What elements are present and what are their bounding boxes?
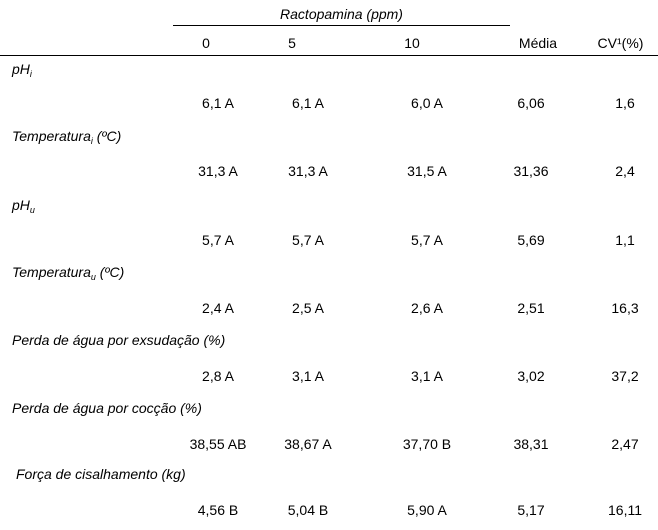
table-cell: 37,2	[611, 368, 639, 384]
row-label-subscript: u	[90, 272, 96, 282]
table-cell: 1,1	[615, 232, 635, 248]
table-cell: 5,7 A	[411, 232, 443, 248]
row-label	[12, 332, 225, 348]
row-label	[12, 197, 35, 213]
table-cell: 6,1 A	[202, 95, 234, 111]
table-cell: 2,51	[517, 300, 545, 316]
header-rule	[0, 55, 658, 56]
table-cell: 5,90 A	[407, 502, 447, 518]
row-label-text: Perda de água por cocção (%)	[12, 400, 202, 416]
group-rule	[173, 25, 510, 26]
row-label	[12, 61, 32, 77]
table-cell: 31,3 A	[198, 163, 238, 179]
column-header-0: 0	[202, 35, 210, 51]
table-cell: 5,69	[517, 232, 545, 248]
table-cell: 31,36	[513, 163, 549, 179]
table-cell: 3,1 A	[292, 368, 324, 384]
table-cell: 2,6 A	[411, 300, 443, 316]
row-label-text: Temperatura	[12, 264, 91, 280]
row-label-text: pH	[12, 197, 30, 213]
row-label	[12, 128, 121, 144]
table-cell: 38,55 AB	[189, 436, 247, 452]
table-cell: 38,67 A	[284, 436, 332, 452]
table-cell: 16,11	[608, 502, 642, 518]
table-cell: 4,56 B	[197, 502, 239, 518]
row-label-unit: (ºC)	[92, 128, 122, 144]
table-cell: 38,31	[513, 436, 549, 452]
table-cell: 5,17	[517, 502, 545, 518]
table-cell: 6,06	[517, 95, 545, 111]
table-cell: 5,7 A	[202, 232, 234, 248]
table-cell: 6,1 A	[292, 95, 324, 111]
row-label-text: Perda de água por exsudação (%)	[12, 332, 226, 348]
row-label	[12, 400, 202, 416]
table-cell: 31,5 A	[407, 163, 447, 179]
table-cell: 37,70 B	[402, 436, 452, 452]
row-label	[16, 466, 186, 482]
row-label-text: pH	[12, 61, 30, 77]
row-label-text: Temperatura	[12, 128, 91, 144]
column-header-5: 5	[288, 35, 296, 51]
table-cell: 16,3	[611, 300, 639, 316]
table-cell: 31,3 A	[288, 163, 328, 179]
table-cell: 2,4	[615, 163, 635, 179]
row-label-subscript: u	[29, 205, 35, 215]
table-cell: 3,1 A	[411, 368, 443, 384]
column-header-cv: CV¹(%)	[597, 35, 644, 51]
table-cell: 1,6	[615, 95, 635, 111]
row-label-subscript: i	[29, 69, 32, 79]
table-cell: 5,04 B	[287, 502, 329, 518]
row-label	[12, 264, 124, 280]
table-cell: 3,02	[517, 368, 545, 384]
table-cell: 6,0 A	[411, 95, 443, 111]
table-cell: 2,5 A	[292, 300, 324, 316]
table-cell: 2,8 A	[202, 368, 234, 384]
table-cell: 5,7 A	[292, 232, 324, 248]
group-header-ractopamina: Ractopamina (ppm)	[280, 6, 403, 22]
table-cell: 2,47	[611, 436, 639, 452]
row-label-text: Força de cisalhamento (kg)	[16, 466, 186, 482]
column-header-10: 10	[404, 35, 420, 51]
row-label-subscript: i	[90, 136, 93, 146]
table-cell: 2,4 A	[202, 300, 234, 316]
row-label-unit: (ºC)	[95, 264, 125, 280]
column-header-media: Média	[518, 35, 558, 51]
